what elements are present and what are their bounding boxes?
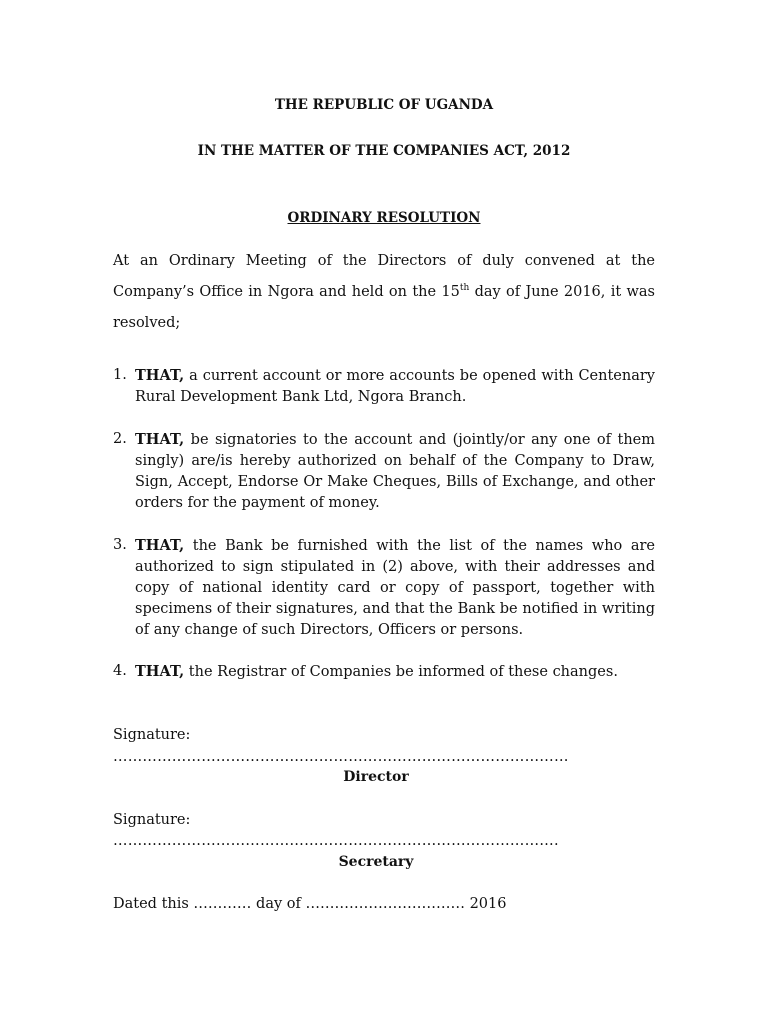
resolution-number: 2. (113, 431, 127, 447)
resolution-body (135, 365, 655, 408)
resolution-item (113, 535, 655, 641)
intro-ordinal-suffix: th (459, 283, 470, 294)
resolution-item (113, 365, 655, 408)
resolution-item (113, 429, 655, 514)
director-role-label: Director (343, 769, 409, 785)
resolution-body (135, 661, 655, 683)
resolution-item (113, 661, 655, 683)
document-title (113, 209, 655, 227)
document-title-text: ORDINARY RESOLUTION (287, 210, 481, 226)
resolution-body (135, 429, 655, 514)
resolution-keyword: THAT, (135, 431, 185, 448)
dated-line: Dated this ………… day of …………………………… 2016 (113, 896, 507, 912)
resolution-text: a current account or more accounts be opened with Centenary Rural Development Bank Ltd, Ngora Branch. (135, 368, 655, 405)
director-signature-label: Signature: (113, 727, 191, 743)
intro-text-part2: day of June 2016, it was resolved; (113, 284, 655, 331)
resolution-number: 1. (113, 367, 127, 383)
country-heading: THE REPUBLIC OF UGANDA (274, 97, 494, 113)
resolution-number: 3. (113, 537, 127, 553)
director-signature-line: ………………………………………………………………………………… (113, 749, 569, 765)
resolution-text: be signatories to the account and (jointly/or any one of them singly) are/is hereby authorized on behalf of the Company to Draw, Sign, Accept, Endorse Or Make Cheques, Bills of Exchange, and other orders for the payment of money. (135, 432, 655, 511)
resolution-body (135, 535, 655, 641)
act-heading: IN THE MATTER OF THE COMPANIES ACT, 2012 (197, 143, 571, 159)
secretary-role-label: Secretary (338, 854, 414, 870)
resolution-text: the Registrar of Companies be informed of these changes. (184, 664, 618, 680)
secretary-signature-label: Signature: (113, 812, 191, 828)
resolution-keyword: THAT, (135, 663, 185, 680)
intro-text-part1: At an Ordinary Meeting of the Directors of duly convened at the Company’s Office in Ngora and held on the 15 (113, 253, 655, 300)
secretary-signature-line: ………………………………………………………………………………. (113, 833, 559, 849)
intro-paragraph (113, 246, 655, 339)
resolution-keyword: THAT, (135, 367, 185, 384)
resolution-document (113, 0, 655, 1024)
resolution-number: 4. (113, 663, 127, 679)
resolution-text: the Bank be furnished with the list of the names who are authorized to sign stipulated in (2) above, with their addresses and copy of national identity card or copy of passport, together with specimens of their signatures, and that the Bank be notified in writing of any change of such Directors, Officers or persons. (135, 538, 655, 638)
resolution-keyword: THAT, (135, 537, 185, 554)
